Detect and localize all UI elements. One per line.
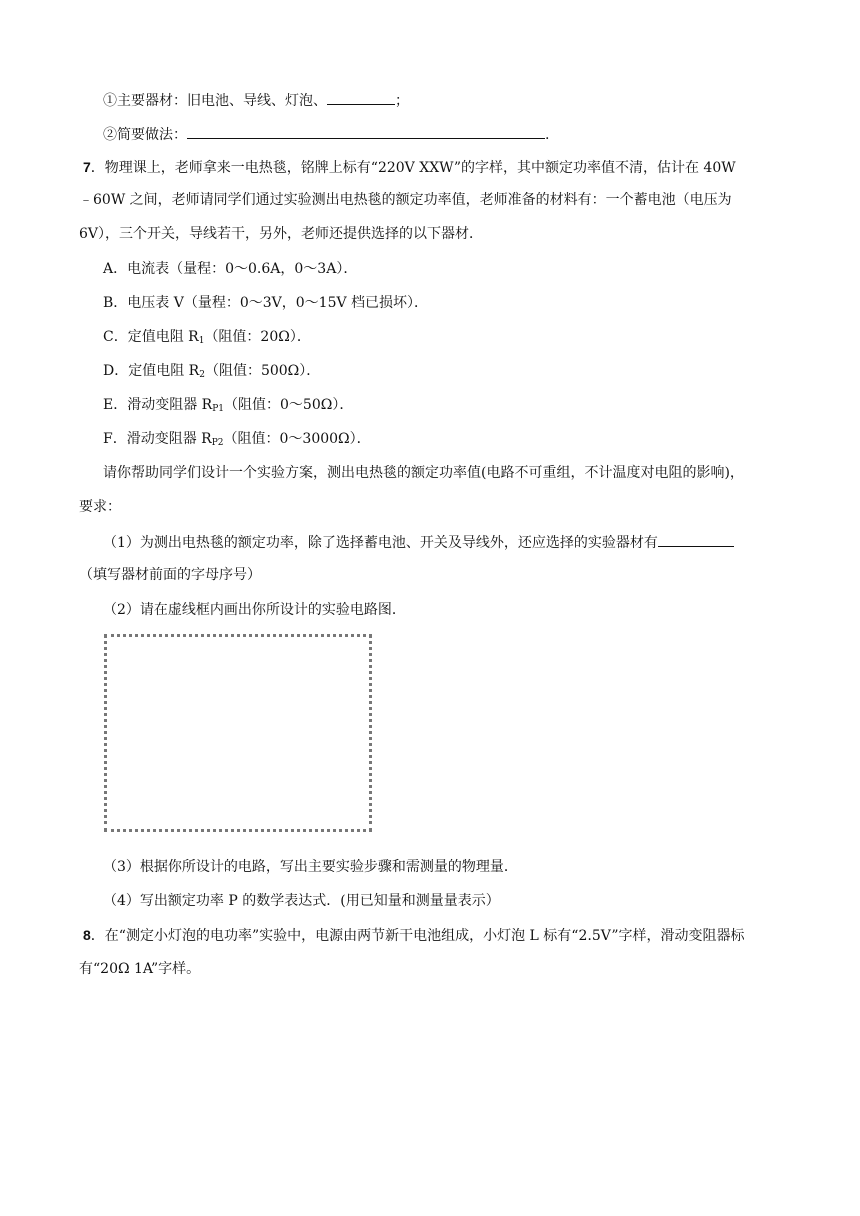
answer-blank[interactable] [327,89,395,105]
part-4: （4）写出额定功率 P 的数学表达式．(用已知量和测量量表示） [103,893,500,909]
option-c: C．定值电阻 $R_1$（阻值：20Ω）． [103,329,311,346]
q6-equipment-line: ①主要器材：旧电池、导线、灯泡、 ； [103,89,409,111]
option-a: A．电流表（量程：0～0.6A，0～3A）． [103,261,358,277]
question-number: 8 [83,927,91,943]
option-f: F．滑动变阻器 $R_{P2}$（阻值：0～3000Ω）． [103,431,371,448]
option-d: D．定值电阻 $R_2$（阻值：500Ω）． [103,363,321,380]
part-2: （2）请在虚线框内画出你所设计的实验电路图． [103,602,406,618]
q7-stem-line3: 6V），三个开关，导线若干，另外，老师还提供选择的以下器材． [79,226,484,242]
part-1-line2: （填写器材前面的字母序号） [79,567,261,583]
q7-requirement-line1: 请你帮助同学们设计一个实验方案，测出电热毯的额定功率值(电路不可重组，不计温度对电阻的影响)， [103,465,744,481]
circuit-drawing-box[interactable] [104,634,372,832]
option-b: B．电压表 V（量程：0～3V，0～15V 档已损坏）． [103,295,429,311]
q7-stem-line1: 7．物理课上，老师拿来一电热毯，铭牌上标有“220V XXW”的字样，其中额定功率值不清，估计在 40W [83,159,736,176]
q8-line1: 8．在“测定小灯泡的电功率”实验中，电源由两节新干电池组成，小灯泡 L 标有“2.5V”字样，滑动变阻器标 [83,927,745,944]
part-1-line1: （1）为测出电热毯的额定功率，除了选择蓄电池、开关及导线外，还应选择的实验器材有 [103,531,734,553]
answer-blank[interactable] [187,123,545,139]
question-number: 7 [83,159,91,175]
option-e: E．滑动变阻器 $R_{P1}$（阻值：0～50Ω）． [103,397,354,414]
q7-stem-line2: ﹣60W 之间，老师请同学们通过实验测出电热毯的额定功率值，老师准备的材料有：一个蓄电池（电压为 [79,192,732,208]
q6-method-line: ②简要做法： . [103,123,549,145]
answer-blank[interactable] [658,531,734,547]
q7-requirement-line2: 要求： [79,499,121,515]
q8-line2: 有“20Ω 1A”字样。 [79,961,201,977]
part-3: （3）根据你所设计的电路，写出主要实验步骤和需测量的物理量． [103,859,518,875]
